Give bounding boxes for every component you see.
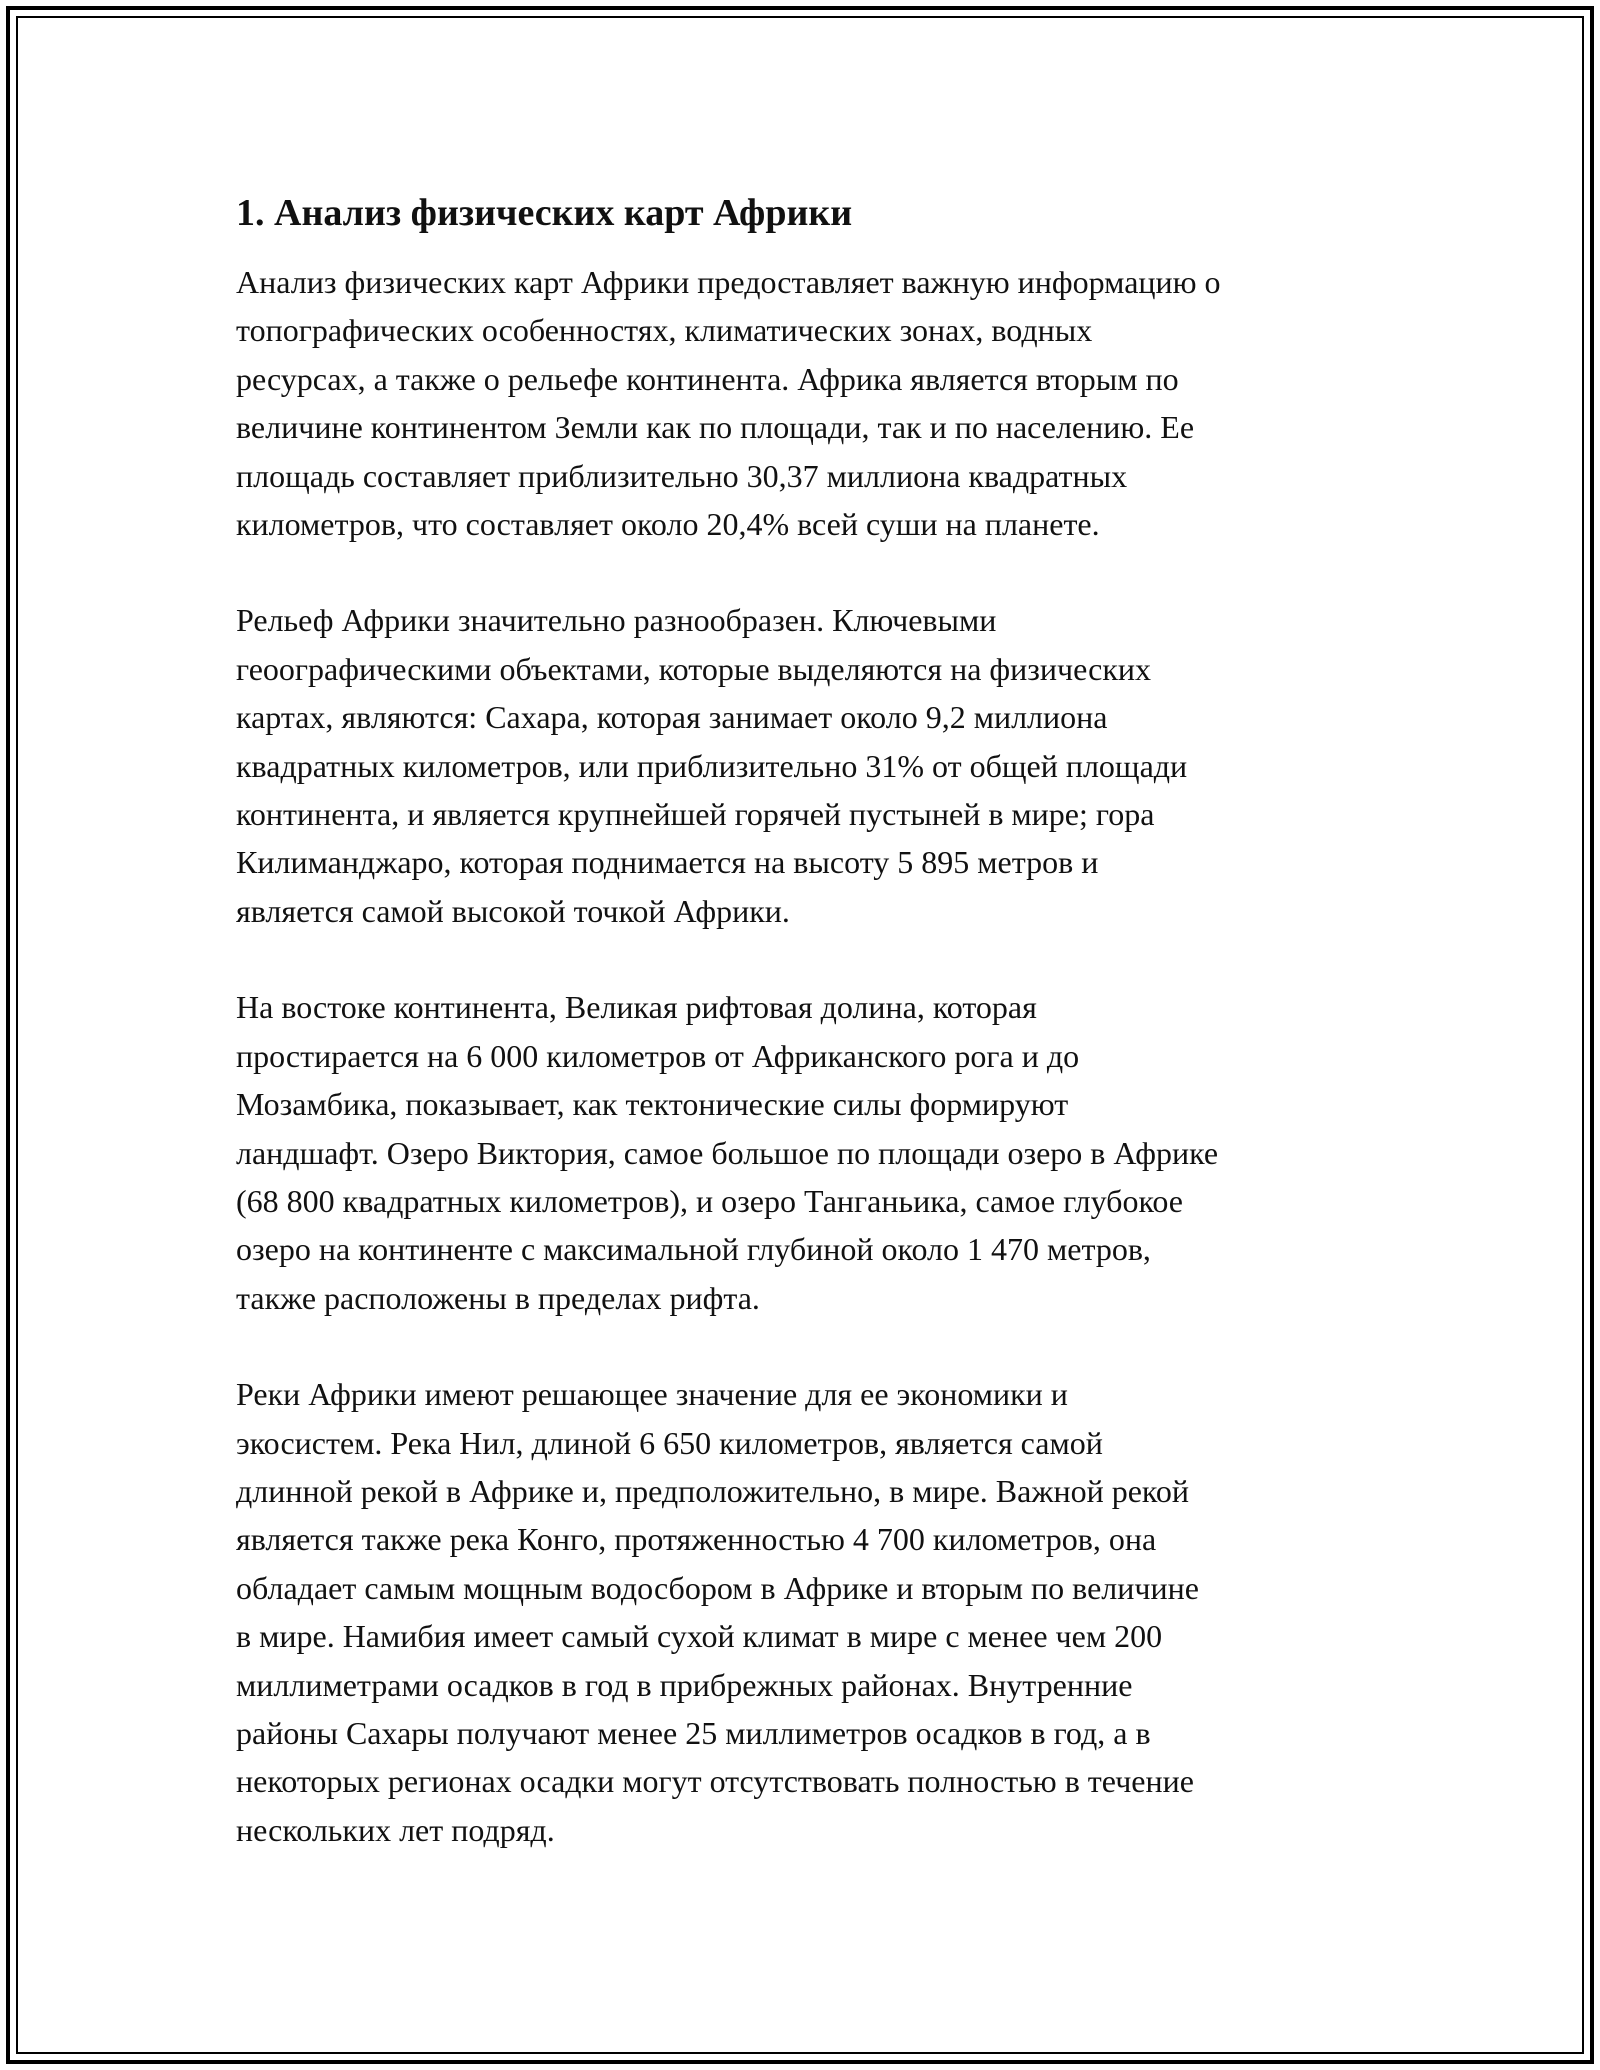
text-line: На востоке континента, Великая рифтовая долина, которая [236, 989, 1037, 1026]
text-line: квадратных километров, или приблизительно 31% от общей площади [236, 747, 1188, 784]
text-line: Килиманджаро, которая поднимается на высоту 5 895 метров и [236, 844, 1099, 881]
paragraph-3 [236, 983, 1386, 1322]
text-line: картах, являются: Сахара, которая занимает около 9,2 миллиона [236, 699, 1108, 736]
text-line: является самой высокой точкой Африки. [236, 892, 790, 929]
text-line: топографических особенностях, климатических зонах, водных [236, 312, 1093, 349]
text-line: ландшафт. Озеро Виктория, самое большое по площади озеро в Африке [236, 1134, 1219, 1171]
text-line: Мозамбика, показывает, как тектонические силы формируют [236, 1086, 1069, 1123]
text-line: является также река Конго, протяженностью 4 700 километров, она [236, 1521, 1157, 1558]
text-line: (68 800 квадратных километров), и озеро Танганьика, самое глубокое [236, 1182, 1183, 1219]
text-line: обладает самым мощным водосбором в Африке и вторым по величине [236, 1569, 1199, 1606]
text-line: также расположены в пределах рифта. [236, 1279, 760, 1316]
paragraph-1 [236, 258, 1386, 548]
text-line: нескольких лет подряд. [236, 1811, 555, 1848]
text-line: величине континентом Земли как по площади, так и по населению. Ее [236, 409, 1195, 446]
text-line: геоографическими объектами, которые выделяются на физических [236, 650, 1151, 687]
text-line: экосистем. Река Нил, длиной 6 650 километров, является самой [236, 1424, 1103, 1461]
text-line: некоторых регионах осадки могут отсутствовать полностью в течение [236, 1763, 1194, 1800]
text-line: районы Сахары получают менее 25 миллиметров осадков в год, а в [236, 1714, 1151, 1751]
text-line: Рельеф Африки значительно разнообразен. Ключевыми [236, 602, 997, 639]
text-line: континента, и является крупнейшей горячей пустыней в мире; гора [236, 796, 1155, 833]
text-line: в мире. Намибия имеет самый сухой климат в мире с менее чем 200 [236, 1618, 1163, 1655]
text-line: озеро на континенте с максимальной глубиной около 1 470 метров, [236, 1231, 1151, 1268]
text-line: длинной рекой в Африке и, предположительно, в мире. Важной рекой [236, 1472, 1189, 1509]
text-line: ресурсах, а также о рельефе континента. Африка является вторым по [236, 360, 1179, 397]
text-line: простирается на 6 000 километров от Африканского рога и до [236, 1037, 1080, 1074]
text-line: миллиметрами осадков в год в прибрежных районах. Внутренние [236, 1666, 1133, 1703]
text-line: Реки Африки имеют решающее значение для ее экономики и [236, 1376, 1068, 1413]
section-heading: 1. Анализ физических карт Африки [236, 192, 853, 234]
text-line: Анализ физических карт Африки предоставляет важную информацию о [236, 264, 1221, 300]
paragraph-2 [236, 596, 1386, 935]
paragraph-4 [236, 1370, 1386, 1854]
document-body [236, 180, 1386, 1902]
text-line: километров, что составляет около 20,4% всей суши на планете. [236, 506, 1100, 543]
text-line: площадь составляет приблизительно 30,37 миллиона квадратных [236, 457, 1128, 494]
